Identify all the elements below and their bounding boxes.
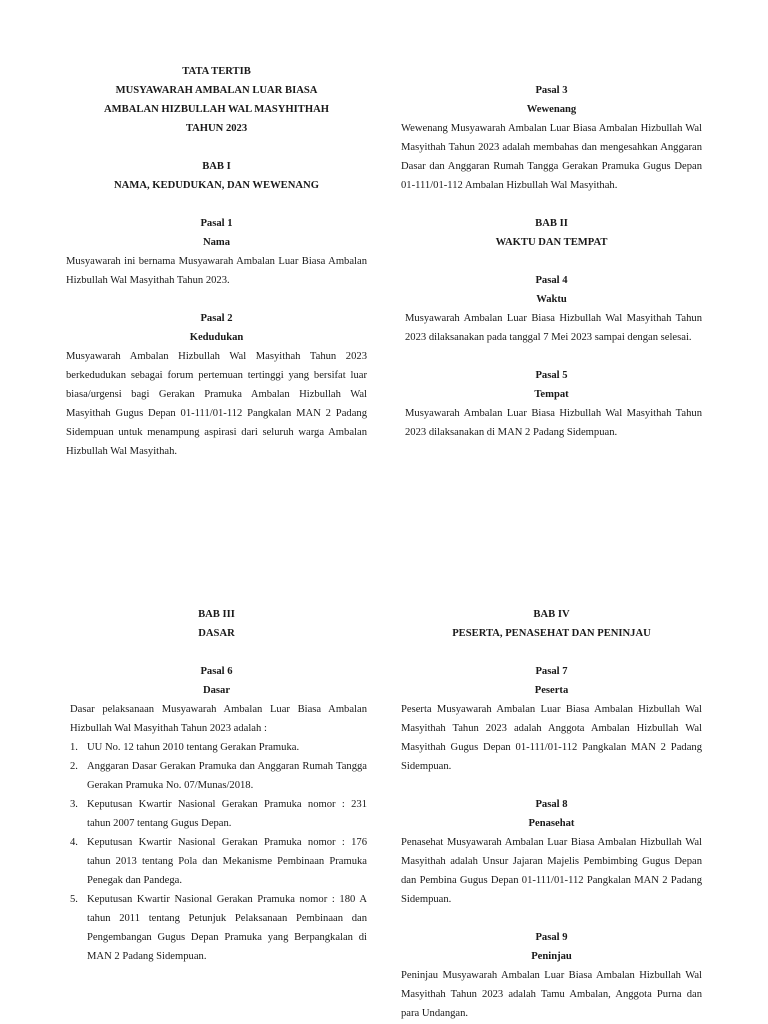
doc-title-line-4: TAHUN 2023: [185, 123, 248, 134]
column-top-right: [401, 81, 702, 442]
list-item-text: Keputusan Kwartir Nasional Gerakan Pramuka nomor : 231 tahun 2007 tentang Gugus Depan.: [87, 799, 367, 829]
pasal5-text: Musyawarah Ambalan Luar Biasa Hizbullah Wal Masyithah Tahun 2023 dilaksanakan di MAN 2 Padang Sidempuan.: [405, 408, 702, 438]
list-item: [70, 738, 367, 757]
pasal9-text: Peninjau Musyawarah Ambalan Luar Biasa Ambalan Hizbullah Wal Masyithah Tahun 2023 adalah Tamu Ambalan, Anggota Purna dan para Undangan.: [401, 970, 702, 1019]
bab1-title: NAMA, KEDUDUKAN, DAN WEWENANG: [114, 180, 319, 191]
spacer: [401, 195, 702, 214]
bab3-title: DASAR: [198, 628, 235, 639]
pasal6-label: Pasal 6: [200, 666, 233, 677]
bab1-label: BAB I: [202, 161, 231, 172]
pasal4-label: Pasal 4: [535, 275, 568, 286]
list-item-text: Keputusan Kwartir Nasional Gerakan Pramuka nomor : 176 tahun 2013 tentang Pola dan Mekanisme Pembinaan Pramuka Penegak dan Pandega.: [87, 837, 367, 886]
list-item-text: Anggaran Dasar Gerakan Pramuka dan Anggaran Rumah Tangga Gerakan Pramuka No. 07/Munas/2018.: [87, 761, 367, 791]
pasal4-title: Waktu: [536, 294, 567, 305]
column-bottom-right: [401, 605, 702, 1023]
bab4-label: BAB IV: [533, 609, 570, 620]
spacer: [401, 909, 702, 928]
pasal4-text: Musyawarah Ambalan Luar Biasa Hizbullah Wal Masyithah Tahun 2023 dilaksanakan pada tanggal 7 Mei 2023 sampai dengan selesai.: [405, 313, 702, 343]
pasal8-label: Pasal 8: [535, 799, 568, 810]
doc-title-line-1: TATA TERTIB: [182, 66, 251, 77]
spacer: [66, 643, 367, 662]
spacer: [401, 347, 702, 366]
spacer: [401, 643, 702, 662]
pasal6-intro: Dasar pelaksanaan Musyawarah Ambalan Luar Biasa Ambalan Hizbullah Wal Masyithah Tahun 2023 adalah :: [70, 704, 367, 734]
spacer: [66, 290, 367, 309]
list-item-number: 4.: [70, 837, 78, 848]
pasal5-title: Tempat: [534, 389, 569, 400]
doc-title-line-2: MUSYAWARAH AMBALAN LUAR BIASA: [115, 85, 318, 96]
spacer: [401, 776, 702, 795]
list-item-number: 1.: [70, 742, 78, 753]
list-item: [70, 795, 367, 833]
dasar-list: [66, 738, 367, 966]
bab3-label: BAB III: [198, 609, 235, 620]
pasal2-label: Pasal 2: [200, 313, 233, 324]
pasal7-label: Pasal 7: [535, 666, 568, 677]
pasal7-text: Peserta Musyawarah Ambalan Luar Biasa Ambalan Hizbullah Wal Masyithah Tahun 2023 adalah Anggota Ambalan Hizbullah Wal Masyithah Gugus Depan 01-111/01-112 Pangkalan MAN 2 Padang Sidempuan.: [401, 704, 702, 772]
column-bottom-left: [66, 605, 367, 966]
pasal6-title: Dasar: [202, 685, 231, 696]
pasal3-title: Wewenang: [526, 104, 577, 115]
pasal1-text: Musyawarah ini bernama Musyawarah Ambalan Luar Biasa Ambalan Hizbullah Wal Masyithah Tahun 2023.: [66, 256, 367, 286]
list-item-number: 5.: [70, 894, 78, 905]
doc-title-line-3: AMBALAN HIZBULLAH WAL MASYHITHAH: [104, 104, 329, 115]
pasal3-text: Wewenang Musyawarah Ambalan Luar Biasa Ambalan Hizbullah Wal Masyithah Tahun 2023 adalah membahas dan mengesahkan Anggaran Dasar dan Anggaran Rumah Tangga Gerakan Pramuka Gugus Depan 01-111/01-112 Ambalan Hizbullah Wal Masyithah.: [401, 123, 702, 191]
spacer: [66, 195, 367, 214]
pasal3-label: Pasal 3: [535, 85, 568, 96]
pasal1-title: Nama: [202, 237, 231, 248]
pasal2-text: Musyawarah Ambalan Hizbullah Wal Masyithah Tahun 2023 berkedudukan sebagai forum pertemuan tertinggi yang bersifat luar biasa/urgensi bagi Gerakan Pramuka Ambalan Hizbullah Wal Masyithah Gugus Depan 01-111/01-112 Pangkalan MAN 2 Padang Sidempuan untuk menampung aspirasi dari seluruh warga Ambalan Hizbullah Wal Masyithah.: [66, 351, 367, 457]
list-item-number: 2.: [70, 761, 78, 772]
pasal8-title: Penasehat: [528, 818, 575, 829]
bab4-title: PESERTA, PENASEHAT DAN PENINJAU: [452, 628, 651, 639]
pasal7-title: Peserta: [534, 685, 569, 696]
pasal5-label: Pasal 5: [535, 370, 568, 381]
list-item-number: 3.: [70, 799, 78, 810]
pasal9-label: Pasal 9: [535, 932, 568, 943]
spacer: [66, 138, 367, 157]
pasal8-text: Penasehat Musyawarah Ambalan Luar Biasa Ambalan Hizbullah Wal Masyithah adalah Unsur Jajaran Majelis Pembimbing Gugus Depan dan Pembina Gugus Depan 01-111/01-112 Pangkalan MAN 2 Padang Sidempuan.: [401, 837, 702, 905]
list-item-text: Keputusan Kwartir Nasional Gerakan Pramuka nomor : 180 A tahun 2011 tentang Petunjuk Pelaksanaan Pembinaan dan Pengembangan Gugus Depan Pramuka yang Berpangkalan di MAN 2 Padang Sidempuan.: [87, 894, 367, 962]
pasal2-title: Kedudukan: [189, 332, 244, 343]
pasal1-label: Pasal 1: [200, 218, 233, 229]
bab2-title: WAKTU DAN TEMPAT: [495, 237, 608, 248]
column-top-left: [66, 62, 367, 461]
list-item: [70, 890, 367, 966]
bab2-label: BAB II: [535, 218, 568, 229]
list-item: [70, 833, 367, 890]
spacer: [401, 252, 702, 271]
list-item: [70, 757, 367, 795]
list-item-text: UU No. 12 tahun 2010 tentang Gerakan Pramuka.: [87, 742, 300, 753]
pasal9-title: Peninjau: [531, 951, 572, 962]
